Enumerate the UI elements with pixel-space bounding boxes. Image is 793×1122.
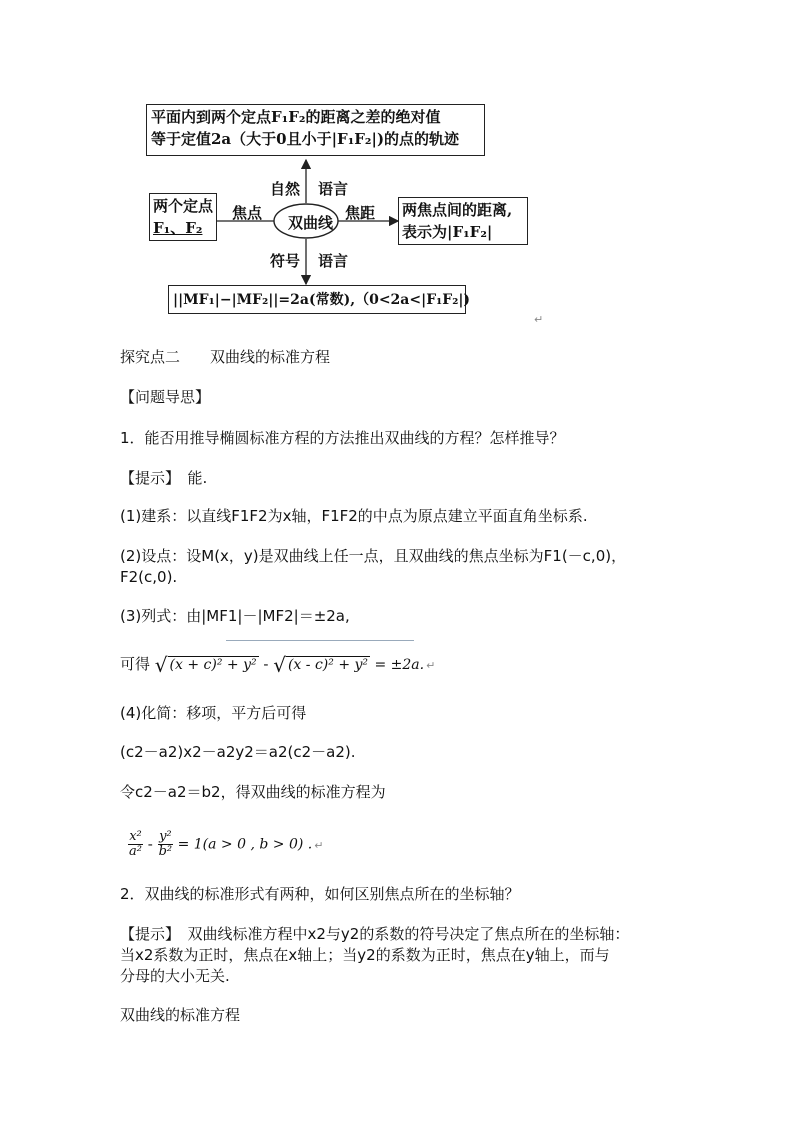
standard-equation-rhs: = 1(a > 0 , b > 0) .	[173, 836, 313, 853]
let-line: 令c2－a2＝b2，得双曲线的标准方程为	[120, 783, 386, 801]
formula-box	[168, 285, 471, 314]
step-4: (4)化简：移项，平方后可得	[120, 704, 307, 722]
fraction-y: $\frac{\text{y²}}{\text{b²}}$	[158, 829, 173, 859]
foci-box-line-1: 两个定点	[153, 197, 214, 215]
definition-line-2: 等于定值2a（大于0且小于|F₁F₂|)的点的轨迹	[151, 130, 460, 148]
question-2: 2．双曲线的标准形式有两种，如何区别焦点所在的坐标轴？	[120, 885, 520, 903]
focal-distance-box	[398, 197, 528, 245]
equation-rule	[226, 640, 414, 641]
step-3: (3)列式：由|MF1|－|MF2|＝±2a,	[120, 607, 350, 625]
equation-1-rhs: = ±2a.	[370, 657, 425, 673]
section-title: 探究点二 双曲线的标准方程	[120, 348, 331, 366]
diagram-arrows	[0, 0, 793, 330]
equation-1: 可得 √ (x + c)² + y² - √ (x - c)² + y² = ±2a. ↵	[120, 652, 436, 677]
hint-2-line-3: 分母的大小无关.	[120, 967, 230, 985]
obtain-label: 可得	[120, 655, 151, 673]
foci-box	[149, 193, 217, 241]
step-2-line-1: (2)设点：设M(x，y)是双曲线上任一点，且双曲线的焦点坐标为F1(－c,0)，	[120, 547, 627, 565]
label-language-top: 语言	[318, 180, 349, 198]
focal-distance-line-1: 两焦点间的距离,	[402, 201, 513, 219]
label-language-bottom: 语言	[318, 252, 349, 270]
definition-box	[146, 104, 485, 156]
formula-text: ||MF₁|−|MF₂||=2a(常数),（0<2a<|F₁F₂|)	[173, 292, 471, 308]
step-1: (1)建系：以直线F1F2为x轴，F1F2的中点为原点建立平面直角坐标系.	[120, 507, 588, 525]
guide-heading: 【问题导思】	[120, 388, 211, 406]
fraction-x: $\frac{\text{x²}}{\text{a²}}$	[129, 829, 142, 859]
standard-equation: $\frac{\text{x²}}{\text{a²}}$ - $\frac{\text{y²}}{\text{b²}}$ = 1(a > 0 , b > 0) . ↵	[129, 829, 324, 859]
return-mark: ↵	[534, 313, 544, 326]
hint-2-line-2: 当x2系数为正时，焦点在x轴上；当y2的系数为正时，焦点在y轴上，而与	[120, 946, 610, 964]
hint-2-line-1: 【提示】 双曲线标准方程中x2与y2的系数的符号决定了焦点所在的坐标轴：	[120, 925, 630, 943]
step-2-line-2: F2(c,0).	[120, 568, 178, 586]
label-natural: 自然	[270, 180, 301, 198]
question-1: 1．能否用推导椭圆标准方程的方法推出双曲线的方程？怎样推导？	[120, 429, 565, 447]
final-heading: 双曲线的标准方程	[120, 1006, 241, 1024]
label-focus: 焦点	[232, 204, 263, 222]
hint-1: 【提示】 能.	[120, 469, 208, 487]
center-label: 双曲线	[288, 214, 334, 232]
radical-1: √ (x + c)² + y²	[154, 652, 257, 677]
foci-box-line-2: F₁、F₂	[153, 219, 203, 237]
definition-line-1: 平面内到两个定点F₁F₂的距离之差的绝对值	[151, 108, 441, 126]
focal-distance-line-2: 表示为|F₁F₂|	[402, 223, 493, 241]
radical-2: √ (x - c)² + y²	[273, 652, 369, 677]
simplified-equation: (c2－a2)x2－a2y2＝a2(c2－a2).	[120, 743, 356, 761]
label-focal-distance: 焦距	[345, 204, 376, 222]
label-symbol: 符号	[270, 252, 301, 270]
